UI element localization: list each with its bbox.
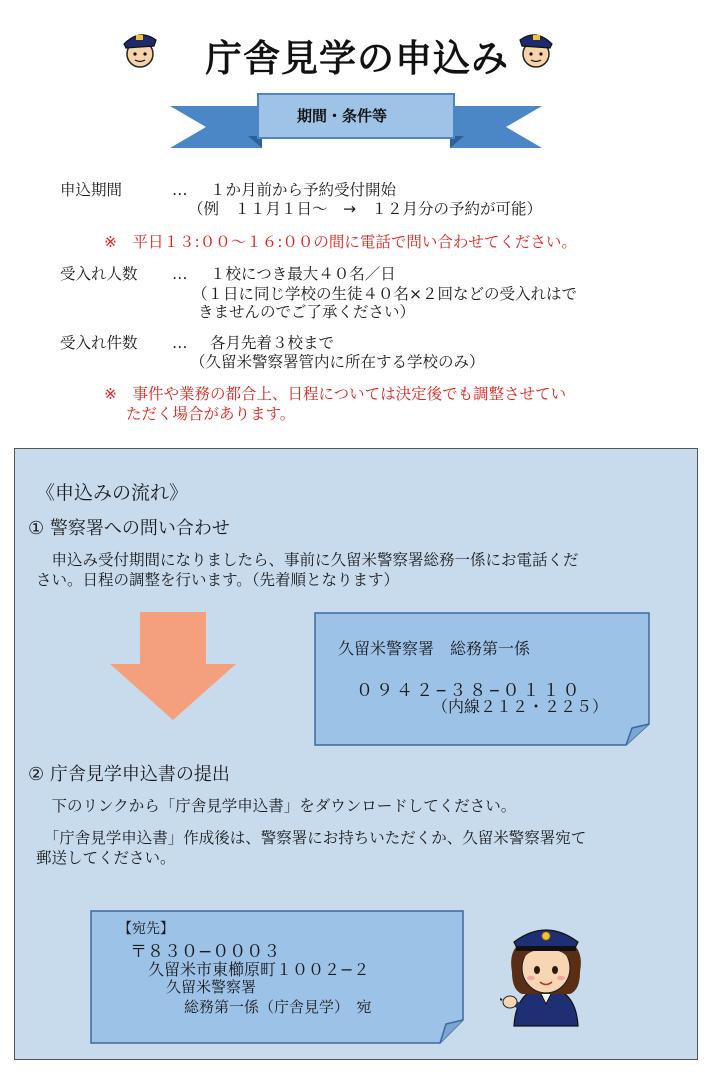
count-note: （久留米警察署管内に所在する学校のみ） [190, 353, 485, 371]
phone-note: ※ 平日１３:００～１６:００の間に電話で問い合わせてください。 [104, 233, 577, 251]
address-postal: 〒８３０−０００３ [130, 942, 281, 962]
police-mascot-illustration [500, 920, 592, 1028]
down-arrow-icon [110, 612, 236, 720]
count-label: 受入れ件数 [60, 334, 138, 352]
adjust-note-line2: ただく場合があります。 [126, 405, 296, 423]
address-line3: 総務第一係（庁舎見学） 宛 [184, 998, 372, 1016]
page-title: 庁舎見学の申込み [205, 37, 509, 80]
police-officer-icon-right [516, 26, 556, 70]
step1-heading: ① 警察署への問い合わせ [28, 518, 230, 539]
step1-text-line2: さい。日程の調整を行います。（先着順となります） [36, 571, 400, 589]
step2-heading: ② 庁舎見学申込書の提出 [28, 764, 230, 785]
adjust-note-line1: ※ 事件や業務の都合上、日程については決定後でも調整させてい [104, 385, 567, 403]
address-line2: 久留米警察署 [166, 978, 257, 996]
capacity-label: 受入れ人数 [60, 265, 138, 283]
step2-text-line2: 「庁舎見学申込書」作成後は、警察署にお持ちいただくか、久留米警察署宛て [36, 829, 587, 847]
capacity-note-line1: （１日に同じ学校の生徒４０名×２回などの受入れはで [192, 285, 577, 303]
count-dots: … [172, 334, 188, 352]
capacity-dots: … [172, 265, 188, 283]
period-example: （例 １１月１日～ → １２月分の予約が可能） [188, 200, 542, 218]
contact-phone: ０９４２−３８−０１１０ [356, 681, 583, 701]
address-label: 【宛先】 [118, 921, 174, 937]
flow-title: 《申込みの流れ》 [36, 482, 189, 504]
ribbon-label: 期間・条件等 [296, 107, 387, 125]
capacity-value: １校につき最大４０名／日 [210, 265, 396, 283]
contact-office: 久留米警察署 総務第一係 [338, 639, 531, 658]
step2-text-line3: 郵送してください。 [36, 849, 176, 867]
step2-text-line1: 下のリンクから「庁舎見学申込書」をダウンロードしてください。 [36, 797, 517, 815]
period-label: 申込期間 [60, 181, 123, 199]
step1-text-line1: 申込み受付期間になりましたら、事前に久留米警察署総務一係にお電話くだ [36, 551, 579, 569]
contact-extension: （内線２１２・２２５） [432, 697, 609, 716]
address-line1: 久留米市東櫛原町１００２−２ [148, 960, 370, 979]
capacity-note-line2: きませんのでご了承ください） [198, 303, 416, 321]
count-value: 各月先着３校まで [210, 334, 335, 352]
period-value: １か月前から予約受付開始 [210, 181, 397, 199]
period-dots: … [172, 181, 188, 199]
